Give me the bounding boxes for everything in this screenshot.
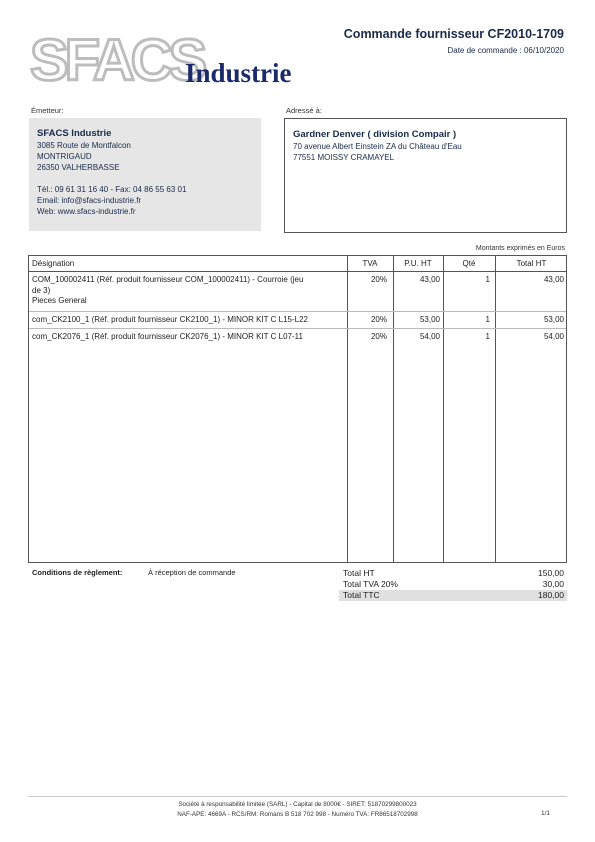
column-header-total: Total HT <box>516 259 547 268</box>
row-quantity: 1 <box>485 315 490 324</box>
footer-divider <box>28 796 567 797</box>
row-quantity: 1 <box>485 332 490 341</box>
row-unit-price: 54,00 <box>419 332 440 341</box>
payment-terms-value: À réception de commande <box>148 568 236 577</box>
row-designation-line1: com_CK2100_1 (Réf. produit fournisseur CK2100_1) - MINOR KIT C L15-L22 <box>32 315 308 324</box>
row-designation-line1: com_CK2076_1 (Réf. produit fournisseur CK2076_1) - MINOR KIT C L07-11 <box>32 332 303 341</box>
row-total: 54,00 <box>543 332 564 341</box>
row-unit-price: 53,00 <box>419 315 440 324</box>
footer-legal-line-2: NAF-APE: 4669A - RCS/RM: Romans B 518 702 998 - Numéro TVA: FR86518702998 <box>177 811 418 818</box>
row-tva: 20% <box>370 315 387 324</box>
sender-name: SFACS Industrie <box>37 128 112 139</box>
sender-phone: Tél.: 09 61 31 16 40 - Fax: 04 86 55 63 01 <box>37 185 187 194</box>
column-header-tva: TVA <box>362 259 378 268</box>
table-row <box>29 275 566 311</box>
sender-address-3: 26350 VALHERBASSE <box>37 163 120 172</box>
row-tva: 20% <box>370 332 387 341</box>
row-designation-line2: de 3) <box>32 285 51 295</box>
recipient-address-1: 70 avenue Albert Einstein ZA du Château d'Eau <box>293 142 462 151</box>
row-unit-price: 43,00 <box>419 275 440 284</box>
row-total: 43,00 <box>543 275 564 284</box>
row-tva: 20% <box>370 275 387 284</box>
total-ht-value: 150,00 <box>538 568 564 578</box>
footer-legal-line-1: Société à responsabilité limitée (SARL) - Capital de 8000€ - SIRET: 51870299800023 <box>178 801 417 808</box>
recipient-name: Gardner Denver ( division Compair ) <box>293 129 457 140</box>
sender-address-2: MONTRIGAUD <box>37 152 92 161</box>
total-tva-label: Total TVA 20% <box>343 579 398 589</box>
logo-suffix-text: Industrie <box>185 58 292 88</box>
sender-web: Web: www.sfacs-industrie.fr <box>37 207 136 216</box>
recipient-address-2: 77551 MOISSY CRAMAYEL <box>293 153 395 162</box>
currency-note: Montants exprimés en Euros <box>475 245 565 252</box>
sender-email: Email: info@sfacs-industrie.fr <box>37 196 142 205</box>
sender-address-1: 3085 Route de Montfalcon <box>37 141 131 150</box>
total-ttc-label: Total TTC <box>343 590 380 600</box>
order-date: Date de commande : 06/10/2020 <box>447 46 564 55</box>
logo-brand-text: SFACS <box>30 30 204 90</box>
column-header-unit-price: P.U. HT <box>404 259 432 268</box>
total-ttc-row <box>339 590 567 601</box>
total-tva-row <box>339 579 567 590</box>
company-logo <box>30 30 315 90</box>
column-header-quantity: Qté <box>462 259 476 268</box>
row-designation-line1: COM_100002411 (Réf. produit fournisseur COM_100002411) - Courroie (jeu <box>32 275 304 284</box>
total-ht-row <box>339 568 567 579</box>
sender-label: Émetteur: <box>31 106 64 115</box>
column-header-designation: Désignation <box>32 259 75 268</box>
recipient-box <box>284 118 567 233</box>
table-row <box>29 332 566 346</box>
total-tva-value: 30,00 <box>542 579 564 589</box>
page-title: Commande fournisseur CF2010-1709 <box>343 27 564 41</box>
total-ht-label: Total HT <box>343 568 375 578</box>
row-quantity: 1 <box>485 275 490 284</box>
sender-box <box>29 118 261 231</box>
order-lines-table <box>28 255 567 563</box>
row-designation-line3: Pieces General <box>32 296 87 305</box>
total-ttc-value: 180,00 <box>538 590 564 600</box>
recipient-label: Adressé à: <box>286 106 322 115</box>
page-number: 1/1 <box>540 810 550 817</box>
table-row <box>29 315 566 329</box>
row-total: 53,00 <box>543 315 564 324</box>
payment-terms-label: Conditions de règlement: <box>32 568 123 577</box>
